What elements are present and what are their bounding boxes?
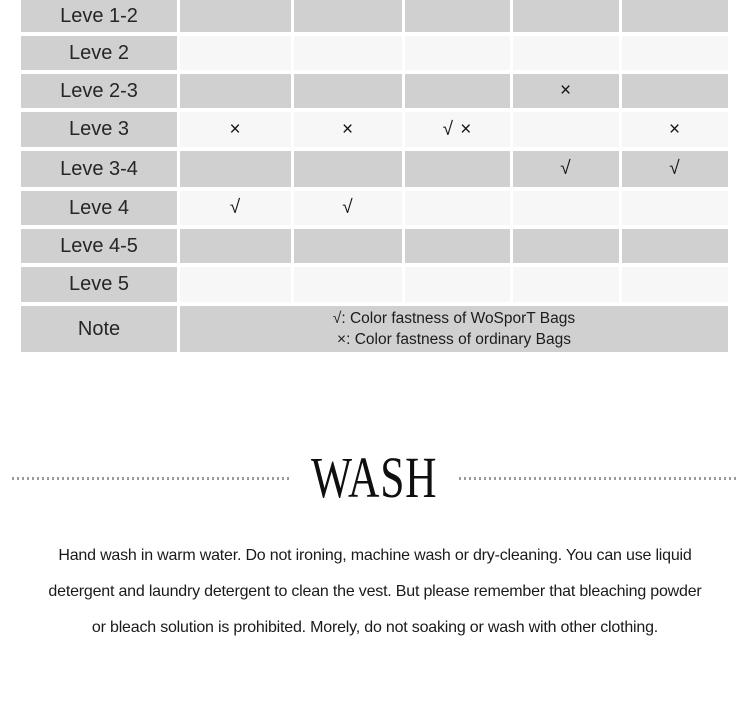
table-cell bbox=[513, 112, 619, 147]
dotted-divider-right bbox=[459, 477, 737, 480]
table-cell bbox=[294, 267, 402, 302]
note-cross-legend: ×: Color fastness of ordinary Bags bbox=[337, 331, 571, 348]
table-cell bbox=[180, 151, 291, 187]
row-label-leve-5: Leve 5 bbox=[21, 267, 177, 302]
row-label-leve-2-3: Leve 2-3 bbox=[21, 74, 177, 108]
dotted-divider-left bbox=[12, 477, 290, 480]
check-mark-cell: √ bbox=[180, 191, 291, 225]
note-cell bbox=[180, 306, 728, 352]
table-cell bbox=[405, 267, 510, 302]
cross-mark-cell: × bbox=[294, 112, 402, 147]
table-cell bbox=[513, 0, 619, 32]
check-mark-cell: √ bbox=[294, 191, 402, 225]
table-cell bbox=[513, 36, 619, 70]
table-cell bbox=[405, 191, 510, 225]
wash-instructions bbox=[0, 538, 750, 646]
check-cross-mark-cell: √ × bbox=[405, 112, 510, 147]
table-cell bbox=[622, 229, 728, 263]
table-cell bbox=[180, 0, 291, 32]
wash-heading: WASH bbox=[311, 445, 438, 510]
table-cell bbox=[513, 191, 619, 225]
table-cell bbox=[180, 74, 291, 108]
wash-paragraph-line: detergent and laundry detergent to clean the vest. But please remember that bleaching powder bbox=[48, 583, 702, 600]
table-cell bbox=[294, 74, 402, 108]
table-cell bbox=[180, 229, 291, 263]
row-label-leve-3: Leve 3 bbox=[21, 112, 177, 147]
table-cell bbox=[622, 267, 728, 302]
row-label-note: Note bbox=[21, 306, 177, 352]
table-cell bbox=[622, 191, 728, 225]
row-label-leve-1-2: Leve 1-2 bbox=[21, 0, 177, 32]
color-fastness-table bbox=[21, 0, 728, 352]
table-cell bbox=[405, 151, 510, 187]
cross-mark-cell: × bbox=[180, 112, 291, 147]
table-cell bbox=[622, 74, 728, 108]
table-cell bbox=[294, 229, 402, 263]
table-cell bbox=[513, 229, 619, 263]
note-check-legend: √: Color fastness of WoSporT Bags bbox=[332, 310, 576, 327]
wash-paragraph-line: Hand wash in warm water. Do not ironing, machine wash or dry-cleaning. You can use liquid bbox=[58, 547, 692, 564]
row-label-leve-3-4: Leve 3-4 bbox=[21, 151, 177, 187]
table-cell bbox=[405, 229, 510, 263]
row-label-leve-4-5: Leve 4-5 bbox=[21, 229, 177, 263]
table-cell bbox=[294, 0, 402, 32]
table-cell bbox=[405, 0, 510, 32]
cross-mark-cell: × bbox=[622, 112, 728, 147]
table-cell bbox=[294, 151, 402, 187]
check-mark-cell: √ bbox=[622, 151, 728, 187]
row-label-leve-4: Leve 4 bbox=[21, 191, 177, 225]
wash-section-header bbox=[0, 445, 750, 510]
row-label-leve-2: Leve 2 bbox=[21, 36, 177, 70]
table-cell bbox=[622, 36, 728, 70]
table-cell bbox=[622, 0, 728, 32]
check-mark-cell: √ bbox=[513, 151, 619, 187]
cross-mark-cell: × bbox=[513, 74, 619, 108]
table-cell bbox=[180, 36, 291, 70]
table-cell bbox=[405, 74, 510, 108]
table-cell bbox=[294, 36, 402, 70]
wash-paragraph-line: or bleach solution is prohibited. Morely, do not soaking or wash with other clothing. bbox=[91, 619, 659, 636]
table-cell bbox=[513, 267, 619, 302]
table-cell bbox=[405, 36, 510, 70]
table-cell bbox=[180, 267, 291, 302]
